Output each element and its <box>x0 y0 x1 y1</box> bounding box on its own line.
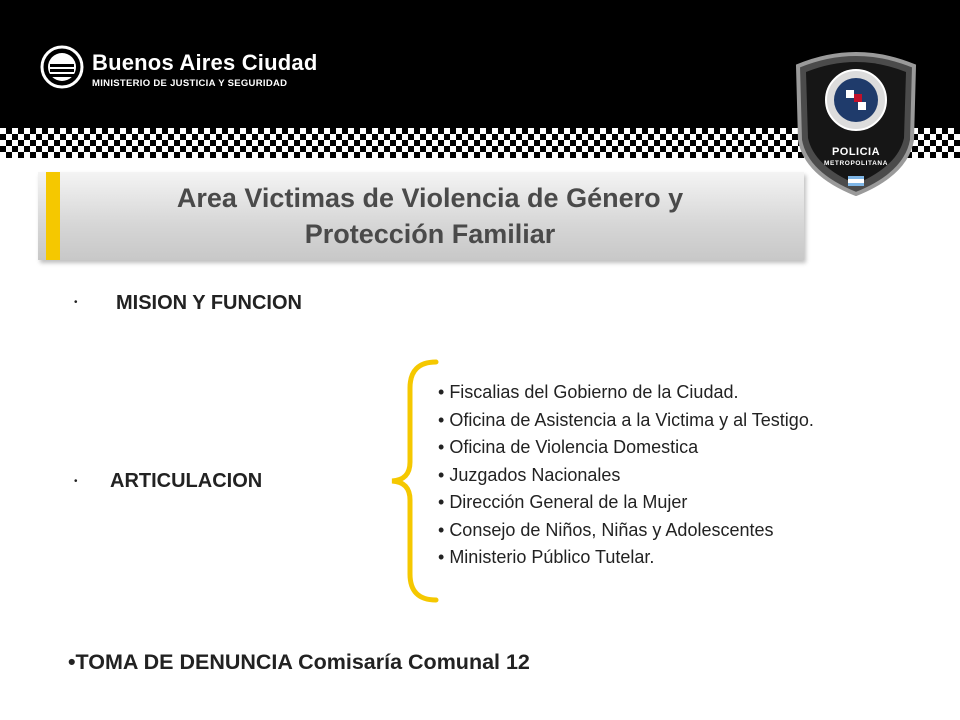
bullet-articulacion: • <box>74 476 78 487</box>
list-item: • Oficina de Asistencia a la Victima y al Testigo. <box>438 407 814 435</box>
list-item: • Ministerio Público Tutelar. <box>438 544 814 572</box>
title-line-1: Area Victimas de Violencia de Género y <box>176 183 684 213</box>
police-badge-icon <box>790 48 922 196</box>
title-line-2: Protección Familiar <box>304 219 556 249</box>
badge-title: POLICIA <box>831 146 881 158</box>
toma-denuncia: •TOMA DE DENUNCIA Comisaría Comunal 12 <box>68 650 530 674</box>
brand-title: Buenos Aires Ciudad <box>92 50 318 75</box>
badge-subtitle: METROPOLITANA <box>823 160 888 167</box>
brand-subtitle: MINISTERIO DE JUSTICIA Y SEGURIDAD <box>92 78 288 89</box>
list-item: • Dirección General de la Mujer <box>438 489 814 517</box>
bullet-mision: • <box>74 297 78 308</box>
list-item: • Fiscalias del Gobierno de la Ciudad. <box>438 379 814 407</box>
list-item: • Oficina de Violencia Domestica <box>438 434 814 462</box>
title-accent-bar <box>46 172 60 260</box>
heading-articulacion: ARTICULACION <box>110 470 263 492</box>
list-item: • Juzgados Nacionales <box>438 462 814 490</box>
articulacion-list <box>438 379 814 572</box>
heading-mision: MISION Y FUNCION <box>116 292 302 314</box>
page-title <box>60 180 800 252</box>
city-logo-icon <box>40 42 84 92</box>
curly-brace-icon <box>384 358 444 604</box>
list-item: • Consejo de Niños, Niñas y Adolescentes <box>438 517 814 545</box>
